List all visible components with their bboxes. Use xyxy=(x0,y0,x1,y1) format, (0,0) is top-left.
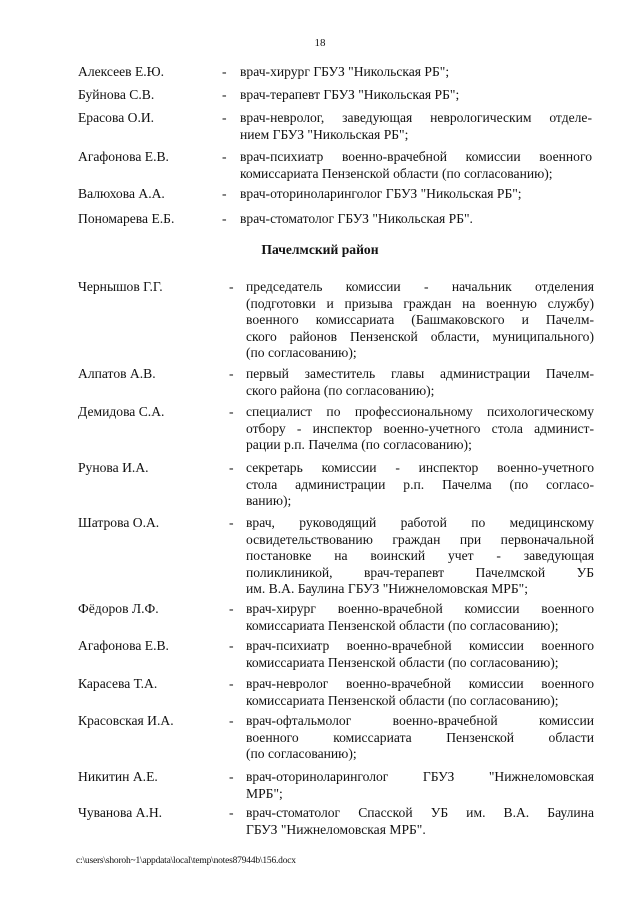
role-line: председатель комиссии - начальник отделения xyxy=(246,279,594,294)
member-name: Алпатов А.В. xyxy=(78,366,156,381)
entry-dash: - xyxy=(229,769,234,784)
role-line: нием ГБУЗ "Никольская РБ"; xyxy=(240,126,409,142)
member-name: Карасева Т.А. xyxy=(78,676,158,691)
member-name: Агафонова Е.В. xyxy=(78,149,169,164)
member-name: Алексеев Е.Ю. xyxy=(78,64,165,79)
entry-dash: - xyxy=(222,186,227,201)
role-line: ГБУЗ "Нижнеломовская МРБ". xyxy=(246,821,426,837)
entry-dash: - xyxy=(222,149,227,164)
role-line: врач-психиатр военно-врачебной комиссии военного xyxy=(246,638,594,653)
member-role xyxy=(246,366,594,399)
member-role xyxy=(240,211,592,228)
member-name: Фёдоров Л.Ф. xyxy=(78,601,159,616)
member-role xyxy=(246,713,594,763)
role-line: освидетельствованию граждан при первоначальной xyxy=(246,531,594,547)
member-role xyxy=(246,404,594,454)
role-line: (подготовки и призыва граждан на военную службу) xyxy=(246,295,594,311)
role-line: ского района (по согласованию); xyxy=(246,382,435,398)
member-role xyxy=(246,515,594,598)
role-line: поликлиникой, врач-терапевт Пачелмской УБ xyxy=(246,564,594,580)
member-name: Рунова И.А. xyxy=(78,460,149,475)
member-role xyxy=(246,460,594,510)
member-name: Агафонова Е.В. xyxy=(78,638,169,653)
role-line: постановке на воинский учет - заведующая xyxy=(246,548,594,564)
member-role xyxy=(240,186,592,203)
entry-dash: - xyxy=(229,805,234,820)
entry-dash: - xyxy=(229,601,234,616)
role-line: отбору - инспектор военно-учетного стола админист- xyxy=(246,420,594,436)
entry-dash: - xyxy=(229,676,234,691)
role-line: ского районов Пензенской области, муниципального) xyxy=(246,328,594,344)
page-number: 18 xyxy=(314,37,326,49)
entry-dash: - xyxy=(222,211,227,226)
role-line: врач, руководящий работой по медицинскому xyxy=(246,515,594,530)
entry-dash: - xyxy=(229,638,234,653)
entry-dash: - xyxy=(229,460,234,475)
role-line: военного комиссариата Пензенской области xyxy=(246,729,594,745)
member-name: Чуванова А.Н. xyxy=(78,805,163,820)
role-line: врач-терапевт ГБУЗ "Никольская РБ"; xyxy=(240,87,460,102)
member-name: Валюхова А.А. xyxy=(78,186,165,201)
member-name: Пономарева Е.Б. xyxy=(78,211,175,226)
entry-dash: - xyxy=(229,515,234,530)
role-line: комиссариата Пензенской области (по согласованию); xyxy=(246,654,559,670)
role-line: специалист по профессиональному психологическому xyxy=(246,404,594,419)
role-line: врач-оториноларинголог ГБУЗ "Никольская РБ"; xyxy=(240,186,522,201)
role-line: рации р.п. Пачелма (по согласованию); xyxy=(246,437,472,453)
member-role xyxy=(246,638,594,671)
role-line: стола администрации р.п. Пачелма (по согласо- xyxy=(246,476,594,492)
role-line: первый заместитель главы администрации Пачелм- xyxy=(246,366,594,381)
role-line: врач-стоматолог ГБУЗ "Никольская РБ". xyxy=(240,211,473,226)
role-line: (по согласованию); xyxy=(246,345,357,361)
member-role xyxy=(240,64,592,81)
member-role xyxy=(246,676,594,709)
entry-dash: - xyxy=(229,366,234,381)
entry-dash: - xyxy=(229,713,234,728)
member-role xyxy=(240,110,592,143)
role-line: им. В.А. Баулина ГБУЗ "Нижнеломовская МРБ"; xyxy=(246,581,529,597)
member-name: Буйнова С.В. xyxy=(78,87,155,102)
entry-dash: - xyxy=(222,87,227,102)
section-heading: Пачелмский район xyxy=(261,242,379,257)
member-name: Чернышов Г.Г. xyxy=(78,279,163,294)
role-line: комиссариата Пензенской области (по согласованию); xyxy=(246,617,559,633)
member-role xyxy=(246,601,594,634)
member-name: Шатрова О.А. xyxy=(78,515,160,530)
role-line: врач-оториноларинголог ГБУЗ "Нижнеломовская xyxy=(246,769,594,784)
role-line: врач-хирург военно-врачебной комиссии военного xyxy=(246,601,594,616)
member-name: Ерасова О.И. xyxy=(78,110,155,125)
role-line: врач-невролог, заведующая неврологическим отделе- xyxy=(240,110,592,125)
entry-dash: - xyxy=(222,110,227,125)
entry-dash: - xyxy=(229,279,234,294)
member-name: Никитин А.Е. xyxy=(78,769,158,784)
role-line: военного комиссариата (Башмаковского и Пачелм- xyxy=(246,312,594,328)
role-line: комиссариата Пензенской области (по согласованию); xyxy=(240,165,553,181)
role-line: МРБ"; xyxy=(246,785,283,801)
role-line: врач-психиатр военно-врачебной комиссии военного xyxy=(240,149,592,164)
role-line: секретарь комиссии - инспектор военно-учетного xyxy=(246,460,594,475)
member-name: Красовская И.А. xyxy=(78,713,174,728)
member-role xyxy=(246,805,594,838)
role-line: ванию); xyxy=(246,493,292,509)
footer-file-path: c:\users\shoroh~1\appdata\local\temp\notes87944b\156.docx xyxy=(76,856,296,866)
role-line: врач-хирург ГБУЗ "Никольская РБ"; xyxy=(240,64,450,79)
role-line: (по согласованию); xyxy=(246,746,357,762)
role-line: врач-невролог военно-врачебной комиссии военного xyxy=(246,676,594,691)
entry-dash: - xyxy=(229,404,234,419)
member-role xyxy=(246,769,594,802)
role-line: врач-стоматолог Спасской УБ им. В.А. Баулина xyxy=(246,805,594,820)
role-line: врач-офтальмолог военно-врачебной комиссии xyxy=(246,713,594,728)
member-role xyxy=(240,149,592,182)
role-line: комиссариата Пензенской области (по согласованию); xyxy=(246,692,559,708)
entry-dash: - xyxy=(222,64,227,79)
member-role xyxy=(240,87,592,104)
member-role xyxy=(246,279,594,362)
member-name: Демидова С.А. xyxy=(78,404,165,419)
